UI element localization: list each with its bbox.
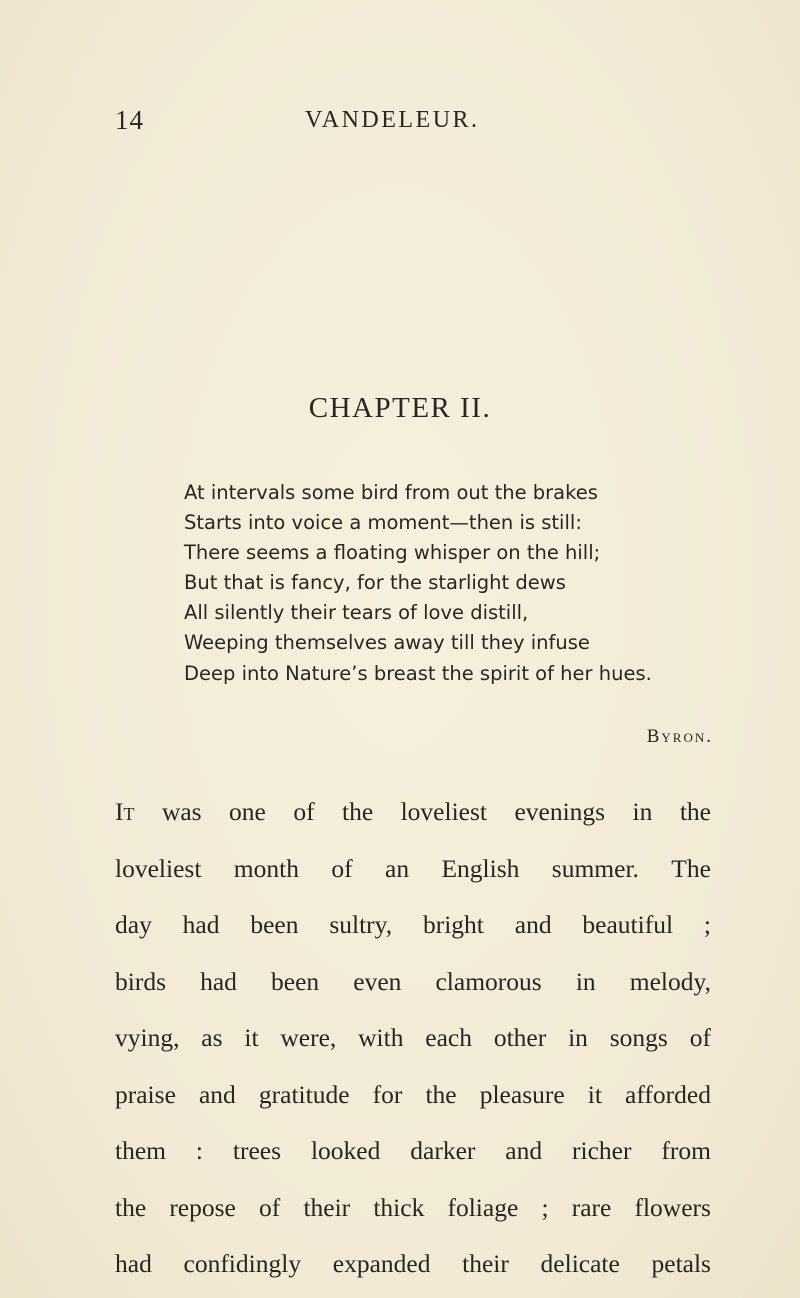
body-word: beautiful [582, 910, 674, 939]
body-word: of [293, 797, 315, 826]
body-word: loveliest [400, 797, 487, 826]
body-word: the [425, 1079, 457, 1109]
body-word: been [250, 910, 299, 939]
body-word: afforded [625, 1079, 711, 1109]
body-word: looked [310, 1136, 381, 1165]
body-word: in [568, 1023, 588, 1052]
body-line [115, 1010, 711, 1067]
body-word: It [115, 797, 135, 826]
body-word: in [632, 797, 653, 826]
body-word: an [385, 853, 410, 883]
body-word: been [271, 966, 320, 996]
body-word: their [303, 1192, 351, 1222]
body-word: from [661, 1136, 711, 1165]
body-word: it [244, 1023, 259, 1052]
body-line [115, 1123, 711, 1180]
running-title: VANDELEUR. [305, 107, 480, 133]
page-number: 14 [115, 105, 144, 135]
body-word: gratitude [258, 1079, 350, 1109]
body-word: The [671, 853, 711, 883]
body-word: ; [541, 1192, 549, 1222]
body-word: ; [703, 910, 711, 939]
body-word: for [372, 1079, 403, 1109]
body-word: vying, [115, 1023, 180, 1052]
body-word: birds [115, 966, 166, 996]
body-line [115, 841, 711, 898]
epigraph-line: Weeping themselves away till they infuse [184, 631, 590, 655]
body-word: it [587, 1079, 602, 1109]
body-word: loveliest [115, 853, 202, 883]
body-word: month [233, 853, 299, 883]
body-word: praise [115, 1079, 176, 1109]
body-word: of [259, 1192, 281, 1222]
body-word: each [425, 1023, 473, 1052]
body-word: songs [609, 1023, 668, 1052]
body-word: were, [280, 1023, 337, 1052]
body-word: thick [373, 1192, 425, 1222]
body-word: expanded [332, 1249, 431, 1278]
body-word: had [200, 966, 237, 996]
body-word: one [229, 797, 266, 826]
epigraph-attribution: Byron. [646, 726, 713, 747]
body-word: their [462, 1249, 509, 1278]
body-word: of [331, 853, 353, 883]
body-line [115, 954, 711, 1011]
body-word: confidingly [183, 1249, 302, 1278]
body-line [115, 897, 711, 954]
body-word: : [195, 1136, 203, 1165]
chapter-title: CHAPTER II. [308, 392, 492, 424]
body-word: foliage [447, 1192, 519, 1222]
body-word: darker [410, 1136, 476, 1165]
epigraph-line: At intervals some bird from out the brakes [184, 481, 598, 504]
body-word: and [514, 910, 552, 939]
body-word: and [198, 1079, 236, 1109]
body-line [115, 1180, 711, 1237]
epigraph [184, 478, 744, 689]
body-word: delicate [540, 1249, 620, 1278]
body-word: repose [169, 1192, 236, 1222]
body-word: had [115, 1249, 152, 1278]
epigraph-line: Deep into Nature’s breast the spirit of her hues. [184, 661, 652, 685]
epigraph-line: But that is fancy, for the starlight dews [184, 571, 566, 595]
body-word: of [689, 1023, 711, 1052]
body-word: flowers [634, 1192, 711, 1222]
body-word: day [115, 910, 152, 939]
body-word: clamorous [435, 966, 542, 996]
body-word: rare [571, 1192, 612, 1222]
body-word: as [201, 1023, 223, 1052]
body-word: pleasure [479, 1079, 565, 1109]
epigraph-line: Starts into voice a moment—then is still: [184, 511, 582, 535]
body-line [115, 784, 711, 841]
body-line [115, 1067, 711, 1124]
body-word: summer. [551, 853, 639, 883]
body-line [115, 1236, 711, 1293]
body-word: richer [572, 1136, 632, 1165]
body-word: in [575, 966, 596, 996]
body-word: sultry, [329, 910, 393, 939]
body-word: with [358, 1023, 404, 1052]
body-word: trees [232, 1136, 282, 1165]
body-word: even [353, 966, 402, 996]
epigraph-line: All silently their tears of love distill, [184, 601, 529, 625]
body-word: petals [651, 1249, 711, 1278]
body-word: other [493, 1023, 547, 1052]
running-head [115, 105, 715, 145]
body-word: and [505, 1136, 543, 1165]
body-word: English [441, 853, 520, 883]
body-word: evenings [514, 797, 606, 826]
body-paragraph [115, 784, 711, 1293]
body-word: melody, [629, 966, 711, 996]
body-word: had [182, 910, 220, 939]
body-word: the [679, 797, 711, 826]
body-word: them [115, 1136, 166, 1165]
body-word: the [115, 1192, 147, 1222]
body-word: was [161, 797, 202, 826]
body-word: the [342, 797, 374, 826]
epigraph-line: There seems a floating whisper on the hill; [184, 541, 601, 565]
body-word: bright [422, 910, 484, 939]
